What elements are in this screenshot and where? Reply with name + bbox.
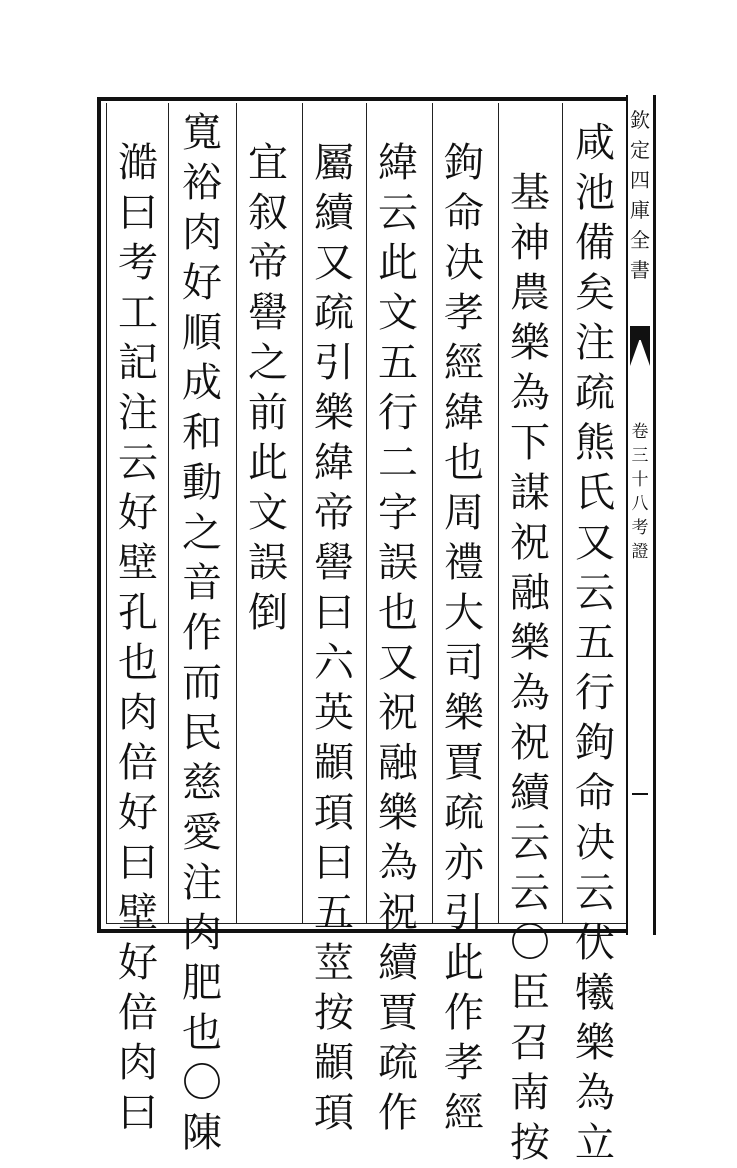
column-character: 謀 bbox=[510, 470, 550, 516]
column-character: 融 bbox=[510, 570, 550, 616]
title-character: 書 bbox=[630, 258, 650, 282]
column-character: 樂 bbox=[314, 390, 354, 436]
column-character: 决 bbox=[444, 240, 484, 286]
column-character: 頊 bbox=[314, 1090, 354, 1136]
column-character: 五 bbox=[314, 890, 354, 936]
column-character: 南 bbox=[510, 1070, 550, 1116]
column-character: 顓 bbox=[314, 1040, 354, 1086]
column-character: 立 bbox=[575, 1120, 615, 1166]
column-rule bbox=[168, 103, 169, 924]
column-character: 祝 bbox=[510, 520, 550, 566]
column-character: 此 bbox=[378, 240, 418, 286]
column-character: 周 bbox=[444, 490, 484, 536]
column-character: 農 bbox=[510, 270, 550, 316]
column-character: 備 bbox=[575, 220, 615, 266]
column-character: 六 bbox=[314, 640, 354, 686]
title-character: 定 bbox=[630, 138, 650, 162]
column-character: 基 bbox=[510, 170, 550, 216]
column-character: 鉤 bbox=[444, 140, 484, 186]
column-character: 大 bbox=[444, 590, 484, 636]
column-character: 行 bbox=[575, 670, 615, 716]
column-character: 續 bbox=[314, 190, 354, 236]
text-column bbox=[304, 138, 364, 1138]
column-character: 樂 bbox=[444, 690, 484, 736]
fishtail-notch bbox=[630, 338, 650, 366]
column-character: 賈 bbox=[378, 990, 418, 1036]
column-character: 命 bbox=[575, 770, 615, 816]
column-character: 考 bbox=[118, 240, 158, 286]
column-character: 神 bbox=[510, 220, 550, 266]
column-character: 叙 bbox=[248, 190, 288, 236]
column-character: 肉 bbox=[118, 1040, 158, 1086]
column-character: 民 bbox=[182, 710, 222, 756]
column-character: 氏 bbox=[575, 470, 615, 516]
column-character: 熊 bbox=[575, 420, 615, 466]
column-character: 五 bbox=[575, 620, 615, 666]
column-character: 作 bbox=[378, 1090, 418, 1136]
column-character: 曰 bbox=[314, 840, 354, 886]
column-character: 好 bbox=[118, 490, 158, 536]
column-character: 字 bbox=[378, 490, 418, 536]
column-character: 倒 bbox=[248, 590, 288, 636]
column-character: 好 bbox=[118, 790, 158, 836]
column-character: 此 bbox=[444, 940, 484, 986]
column-character: 樂 bbox=[510, 320, 550, 366]
column-character: 陳 bbox=[182, 1110, 222, 1156]
column-character: 云 bbox=[575, 870, 615, 916]
column-character: 澔 bbox=[118, 140, 158, 186]
column-character: 緯 bbox=[444, 390, 484, 436]
column-character: 祝 bbox=[378, 690, 418, 736]
column-character: 壁 bbox=[118, 890, 158, 936]
text-column bbox=[238, 138, 298, 638]
text-column bbox=[172, 108, 232, 1158]
column-character: 命 bbox=[444, 190, 484, 236]
column-character: 孔 bbox=[118, 590, 158, 636]
column-character: 此 bbox=[248, 440, 288, 486]
page-mark bbox=[632, 793, 648, 795]
column-character: 决 bbox=[575, 820, 615, 866]
column-character: 動 bbox=[182, 460, 222, 506]
column-character: 孝 bbox=[444, 290, 484, 336]
title-character: 全 bbox=[630, 228, 650, 252]
column-character: 宜 bbox=[248, 140, 288, 186]
column-character: 司 bbox=[444, 640, 484, 686]
column-character: 云 bbox=[510, 820, 550, 866]
column-character: 為 bbox=[510, 670, 550, 716]
column-character: 下 bbox=[510, 420, 550, 466]
column-character: 矣 bbox=[575, 270, 615, 316]
title-character: 四 bbox=[630, 168, 650, 192]
column-character: 之 bbox=[182, 510, 222, 556]
column-character: 之 bbox=[248, 340, 288, 386]
column-character: 嚳 bbox=[248, 290, 288, 336]
band-rule-left bbox=[626, 95, 628, 935]
column-character: 緯 bbox=[378, 140, 418, 186]
column-character: 祝 bbox=[378, 890, 418, 936]
column-character: 祝 bbox=[510, 720, 550, 766]
column-character: 樂 bbox=[575, 1020, 615, 1066]
column-character: 記 bbox=[118, 340, 158, 386]
column-character: 為 bbox=[510, 370, 550, 416]
column-character: 禮 bbox=[444, 540, 484, 586]
column-character: 顓 bbox=[314, 740, 354, 786]
column-character: 肉 bbox=[118, 690, 158, 736]
column-character: 犧 bbox=[575, 970, 615, 1016]
column-character: 續 bbox=[378, 940, 418, 986]
column-character: 也 bbox=[182, 1010, 222, 1056]
column-character: 曰 bbox=[314, 590, 354, 636]
column-character: 又 bbox=[314, 240, 354, 286]
column-character: 壁 bbox=[118, 540, 158, 586]
column-character: 疏 bbox=[575, 370, 615, 416]
band-rule-right bbox=[653, 95, 656, 935]
column-rule bbox=[562, 103, 563, 924]
column-character: 音 bbox=[182, 560, 222, 606]
column-character: 緯 bbox=[314, 440, 354, 486]
juan-character: 證 bbox=[631, 542, 649, 562]
column-character: 注 bbox=[575, 320, 615, 366]
column-character: 莖 bbox=[314, 940, 354, 986]
column-character: 〇 bbox=[182, 1060, 222, 1106]
text-column bbox=[108, 138, 168, 1138]
column-rule bbox=[366, 103, 367, 924]
column-character: 樂 bbox=[378, 790, 418, 836]
column-character: 帝 bbox=[248, 240, 288, 286]
column-character: 引 bbox=[314, 340, 354, 386]
column-character: 也 bbox=[378, 590, 418, 636]
column-character: 文 bbox=[378, 290, 418, 336]
column-character: 而 bbox=[182, 660, 222, 706]
column-character: 云 bbox=[510, 870, 550, 916]
column-character: 二 bbox=[378, 440, 418, 486]
column-character: 曰 bbox=[118, 190, 158, 236]
column-character: 池 bbox=[575, 170, 615, 216]
column-character: 英 bbox=[314, 690, 354, 736]
column-character: 肉 bbox=[182, 910, 222, 956]
column-character: 疏 bbox=[378, 1040, 418, 1086]
juan-character: 十 bbox=[631, 470, 649, 490]
column-character: 云 bbox=[118, 440, 158, 486]
column-character: 肉 bbox=[182, 210, 222, 256]
column-character: 也 bbox=[444, 440, 484, 486]
juan-character: 八 bbox=[631, 494, 649, 514]
column-character: 也 bbox=[118, 640, 158, 686]
title-character: 欽 bbox=[630, 108, 650, 132]
column-character: 按 bbox=[314, 990, 354, 1036]
column-character: 裕 bbox=[182, 160, 222, 206]
column-character: 工 bbox=[118, 290, 158, 336]
column-character: 又 bbox=[378, 640, 418, 686]
column-character: 為 bbox=[378, 840, 418, 886]
column-character: 成 bbox=[182, 360, 222, 406]
column-character: 伏 bbox=[575, 920, 615, 966]
column-character: 引 bbox=[444, 890, 484, 936]
juan-character: 考 bbox=[631, 518, 649, 538]
column-character: 注 bbox=[182, 860, 222, 906]
column-rule bbox=[498, 103, 499, 924]
book-title bbox=[629, 105, 651, 285]
column-character: 愛 bbox=[182, 810, 222, 856]
column-character: 誤 bbox=[248, 540, 288, 586]
column-character: 咸 bbox=[575, 120, 615, 166]
column-character: 好 bbox=[118, 940, 158, 986]
column-character: 帝 bbox=[314, 490, 354, 536]
column-character: 行 bbox=[378, 390, 418, 436]
column-character: 順 bbox=[182, 310, 222, 356]
column-character: 作 bbox=[444, 990, 484, 1036]
text-column bbox=[368, 138, 428, 1138]
column-character: 誤 bbox=[378, 540, 418, 586]
column-character: 續 bbox=[510, 770, 550, 816]
column-character: 肥 bbox=[182, 960, 222, 1006]
column-character: 注 bbox=[118, 390, 158, 436]
column-character: 融 bbox=[378, 740, 418, 786]
column-character: 賈 bbox=[444, 740, 484, 786]
column-character: 為 bbox=[575, 1070, 615, 1116]
column-character: 召 bbox=[510, 1020, 550, 1066]
column-character: 疏 bbox=[444, 790, 484, 836]
column-character: 慈 bbox=[182, 760, 222, 806]
column-character: 云 bbox=[575, 570, 615, 616]
column-character: 好 bbox=[182, 260, 222, 306]
column-character: 倍 bbox=[118, 740, 158, 786]
column-character: 又 bbox=[575, 520, 615, 566]
column-character: 曰 bbox=[118, 1090, 158, 1136]
text-column bbox=[434, 138, 494, 1138]
column-character: 屬 bbox=[314, 140, 354, 186]
juan-label bbox=[630, 420, 650, 564]
column-character: 云 bbox=[378, 190, 418, 236]
title-character: 庫 bbox=[630, 198, 650, 222]
column-character: 亦 bbox=[444, 840, 484, 886]
column-rule bbox=[302, 103, 303, 924]
juan-character: 三 bbox=[631, 446, 649, 466]
column-character: 經 bbox=[444, 1090, 484, 1136]
column-character: 前 bbox=[248, 390, 288, 436]
column-character: 寬 bbox=[182, 110, 222, 156]
text-column bbox=[500, 168, 560, 1168]
column-character: 鉤 bbox=[575, 720, 615, 766]
column-character: 孝 bbox=[444, 1040, 484, 1086]
juan-character: 卷 bbox=[631, 422, 649, 442]
column-character: 臣 bbox=[510, 970, 550, 1016]
column-character: 倍 bbox=[118, 990, 158, 1036]
text-column bbox=[565, 118, 625, 1168]
column-rule bbox=[236, 103, 237, 924]
column-character: 樂 bbox=[510, 620, 550, 666]
column-character: 按 bbox=[510, 1120, 550, 1166]
column-character: 和 bbox=[182, 410, 222, 456]
column-character: 作 bbox=[182, 610, 222, 656]
column-character: 〇 bbox=[510, 920, 550, 966]
column-rule bbox=[432, 103, 433, 924]
column-character: 經 bbox=[444, 340, 484, 386]
column-character: 五 bbox=[378, 340, 418, 386]
column-character: 曰 bbox=[118, 840, 158, 886]
column-character: 疏 bbox=[314, 290, 354, 336]
column-character: 頊 bbox=[314, 790, 354, 836]
column-character: 文 bbox=[248, 490, 288, 536]
column-character: 嚳 bbox=[314, 540, 354, 586]
